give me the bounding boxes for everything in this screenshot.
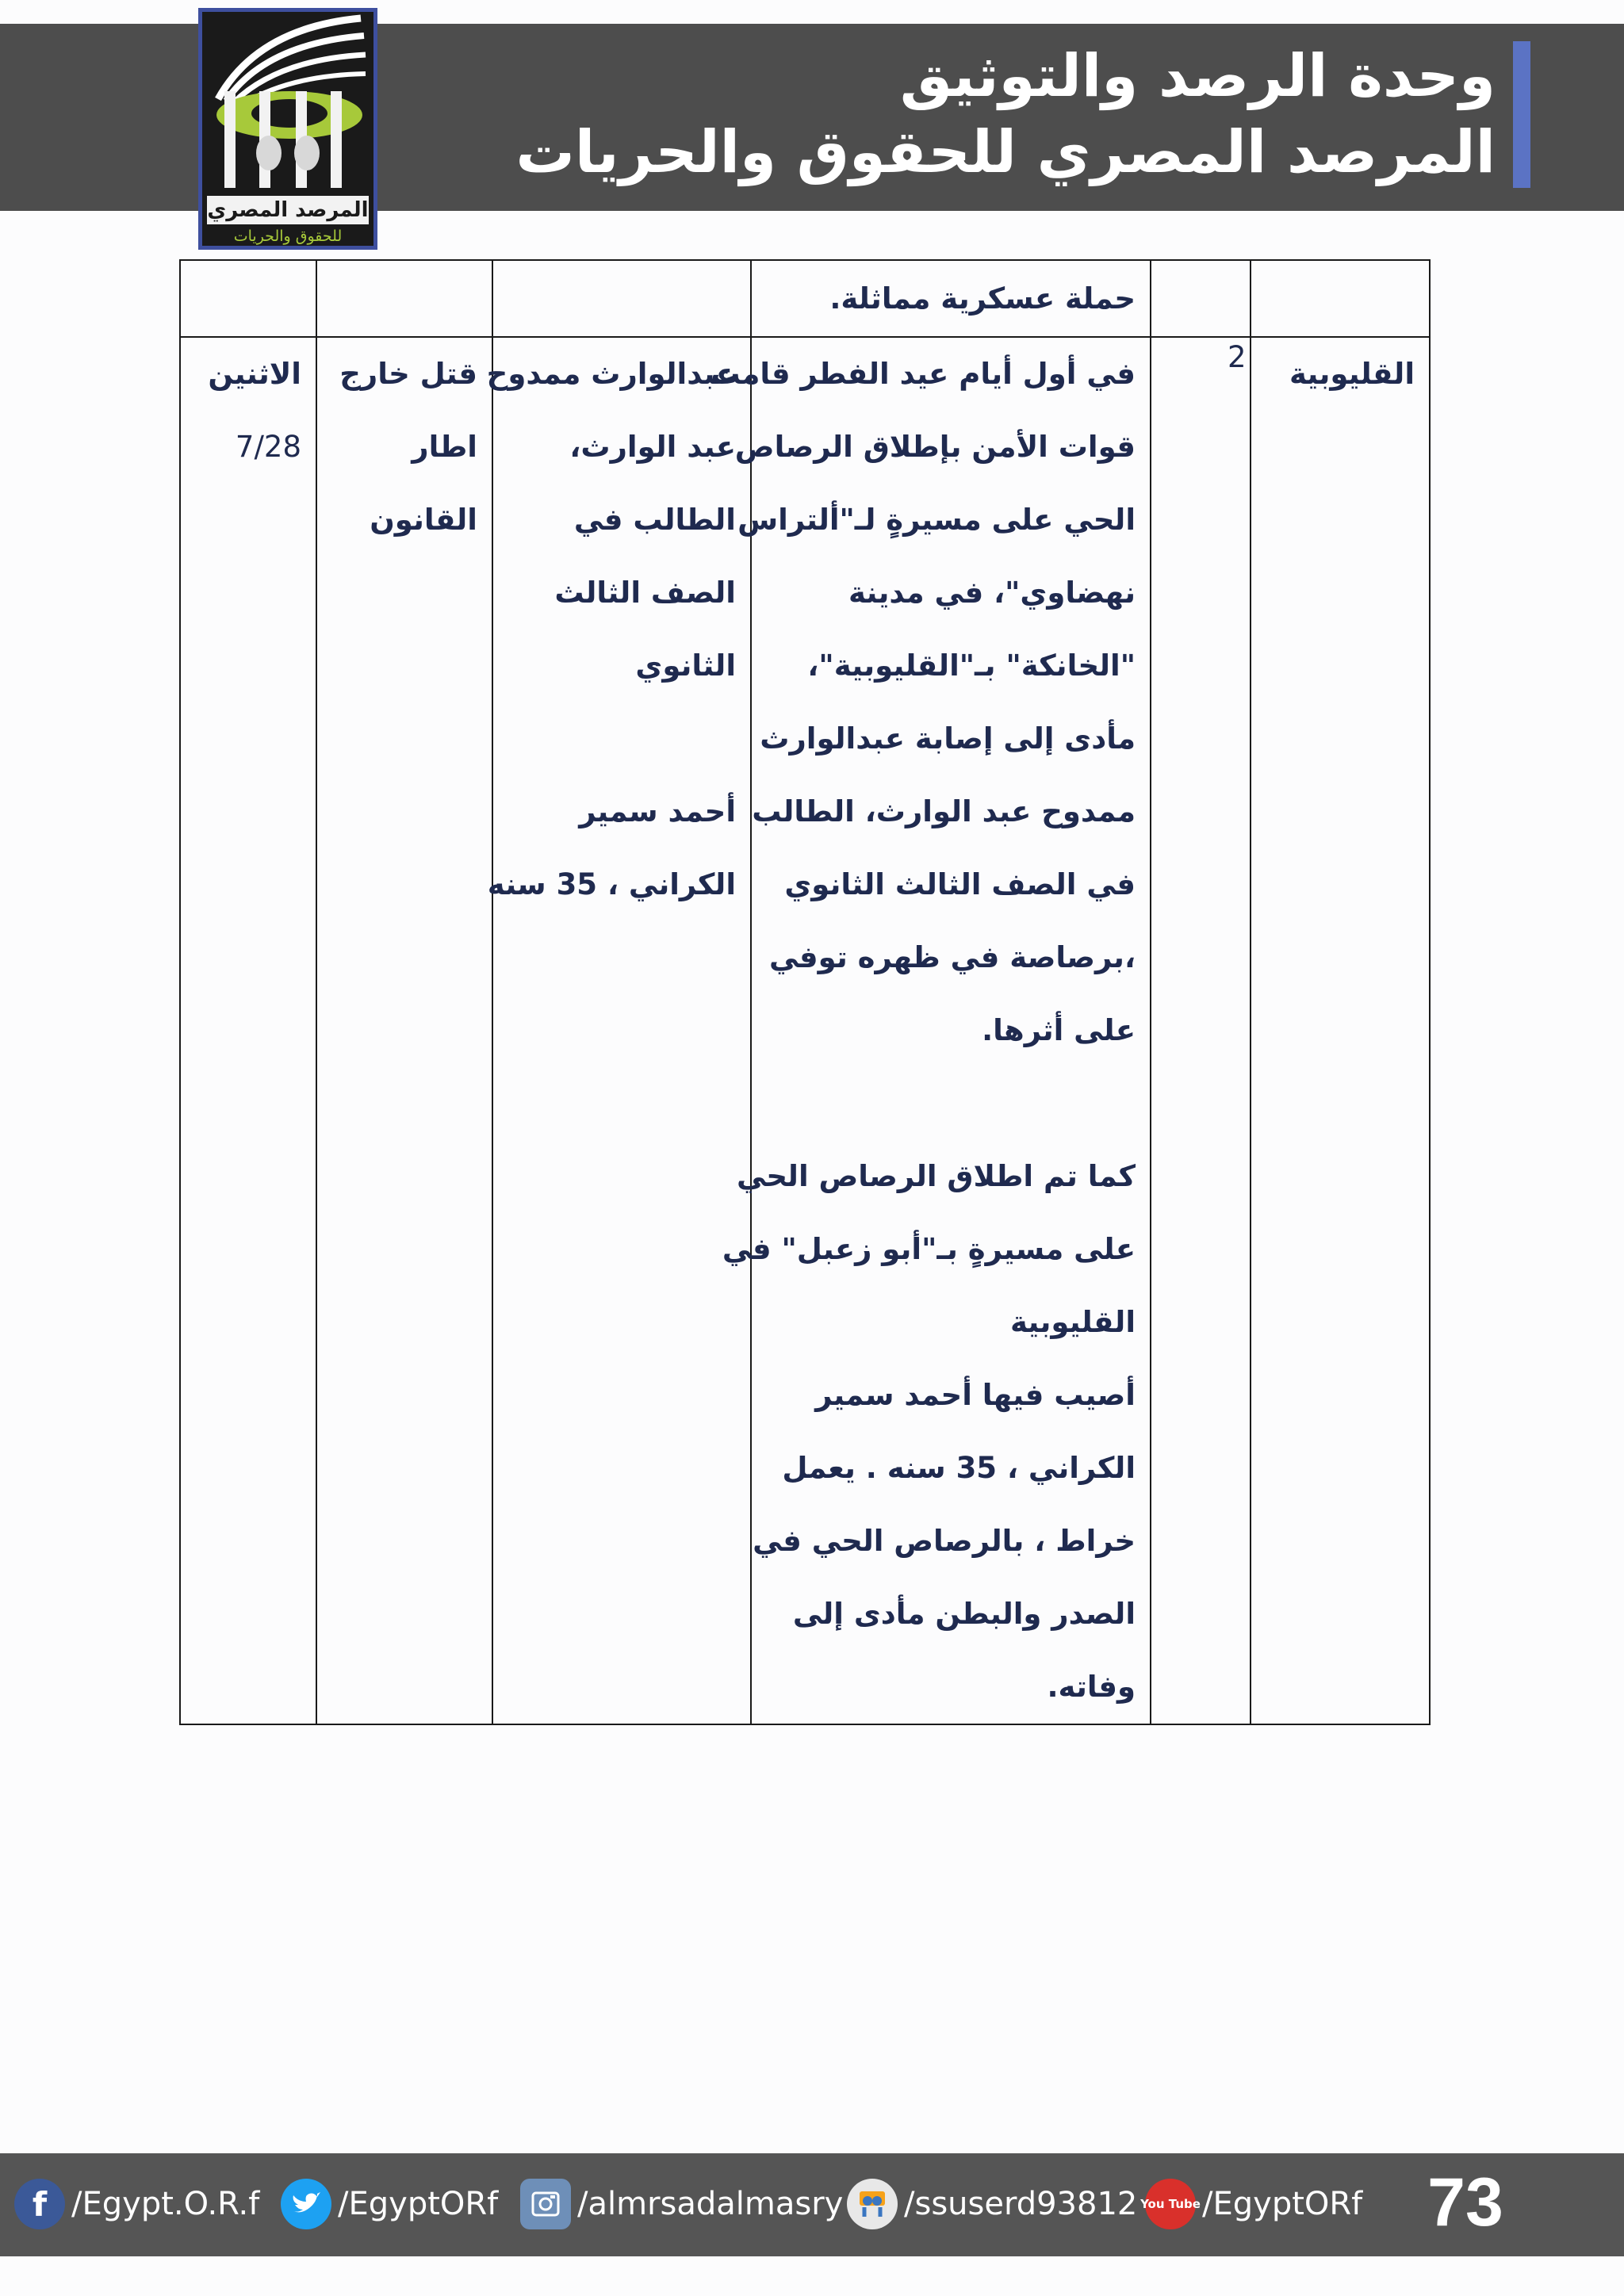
violation-line: اطار <box>412 430 477 464</box>
header-title <box>306 38 1496 190</box>
slideshare-link[interactable] <box>847 2172 1137 2236</box>
description-line: "الخانكة" بـ"القليوبية"، <box>807 649 1136 683</box>
youtube-handle: /EgyptORf <box>1202 2186 1363 2222</box>
cell-count <box>1151 260 1251 337</box>
header-title-line2: المرصد المصري للحقوق والحريات <box>515 118 1496 186</box>
description-line: على مسيرةٍ بـ"أبو زعبل" في <box>722 1232 1136 1266</box>
header-title-line1: وحدة الرصد والتوثيق <box>899 42 1496 110</box>
cell-victims <box>492 260 751 337</box>
description-line: في الصف الثالث الثانوي <box>784 867 1136 901</box>
victims-line: عبد الوارث، <box>569 430 736 464</box>
description-line: كما تم اطلاق الرصاص الحي <box>736 1159 1136 1193</box>
victims-line: الصف الثالث <box>554 576 736 610</box>
page-number: 73 <box>1427 2164 1503 2241</box>
logo-text-line1: المرصد المصري <box>207 196 369 224</box>
date-text: 7/28 <box>235 430 301 464</box>
facebook-link[interactable] <box>14 2172 259 2236</box>
twitter-icon <box>281 2179 331 2229</box>
victims-line: الثانوي <box>635 649 736 683</box>
description-line: ممدوح عبد الوارث، الطالب <box>752 794 1136 828</box>
youtube-icon-text: You Tube <box>1140 2197 1201 2211</box>
victims-block <box>486 338 750 921</box>
cell-governorate <box>1251 260 1430 337</box>
description-line: الصدر والبطن مأدى إلى <box>792 1597 1136 1631</box>
cell-description <box>710 337 1151 1724</box>
description-text: حملة عسكرية مماثلة. <box>829 281 1136 316</box>
date-block <box>181 338 316 484</box>
description-line: في أول أيام عيد الفطر قامت <box>710 357 1136 391</box>
description-line: ،برصاصة في ظهره توفي <box>769 940 1136 974</box>
slideshare-handle: /ssuserd93812 <box>904 2186 1138 2222</box>
description-block <box>710 338 1150 1724</box>
spacer <box>508 702 736 775</box>
victims-line: الطالب في <box>573 503 736 537</box>
description-line: قوات الأمن بإطلاق الرصاص <box>734 430 1136 464</box>
description-line: الكراني ، 35 سنه . يعمل <box>782 1451 1136 1485</box>
victims-line: الكراني ، 35 سنه <box>487 867 736 901</box>
instagram-link[interactable] <box>520 2172 843 2236</box>
youtube-link[interactable] <box>1140 2172 1363 2236</box>
description-line: القليوبية <box>1009 1305 1136 1339</box>
instagram-handle: /almrsadalmasry <box>577 2186 844 2222</box>
cell-governorate <box>1251 337 1430 1724</box>
facebook-icon: f <box>14 2179 65 2229</box>
facebook-handle: /Egypt.O.R.f <box>71 2186 260 2222</box>
instagram-icon <box>520 2179 571 2229</box>
violation-block <box>317 338 492 557</box>
description-line: أصيب فيها أحمد سمير <box>815 1378 1136 1412</box>
victims-line: عبدالوارث ممدوح <box>486 357 736 391</box>
table-row <box>180 260 1430 337</box>
cell-violation <box>316 337 492 1724</box>
organization-logo <box>198 8 377 250</box>
description-line: على أثرها. <box>982 1013 1136 1047</box>
violation-line: القانون <box>370 503 477 537</box>
victims-line: أحمد سمير <box>579 794 736 828</box>
youtube-icon <box>1140 2179 1201 2229</box>
description-line: وفاته. <box>1047 1670 1136 1704</box>
cell-date <box>180 337 316 1724</box>
count-text: 2 <box>1228 340 1247 374</box>
violation-line: قتل خارج <box>339 357 477 391</box>
table-row <box>180 337 1430 1724</box>
description-line: نهضاوي"، في مدينة <box>848 576 1136 610</box>
governorate-text: القليوبية <box>1289 357 1415 391</box>
cell-date <box>180 260 316 337</box>
description-line: الحي على مسيرةٍ لـ"ألتراس <box>737 503 1136 537</box>
day-text: الاثنين <box>208 357 301 391</box>
incidents-table <box>179 259 1431 1725</box>
logo-text-line2: للحقوق والحريات <box>233 228 343 245</box>
description-line: مأدى إلى إصابة عبدالوارث <box>760 721 1136 756</box>
cell-count <box>1151 337 1251 1724</box>
description-line: خراط ، بالرصاص الحي في <box>753 1524 1136 1558</box>
twitter-link[interactable] <box>281 2172 498 2236</box>
slideshare-icon <box>847 2179 898 2229</box>
cell-victims <box>486 337 751 1724</box>
cell-violation <box>316 260 492 337</box>
twitter-handle: /EgyptORf <box>338 2186 499 2222</box>
cell-description <box>751 260 1151 337</box>
header-accent-bar <box>1513 41 1530 188</box>
spacer <box>766 1067 1136 1140</box>
